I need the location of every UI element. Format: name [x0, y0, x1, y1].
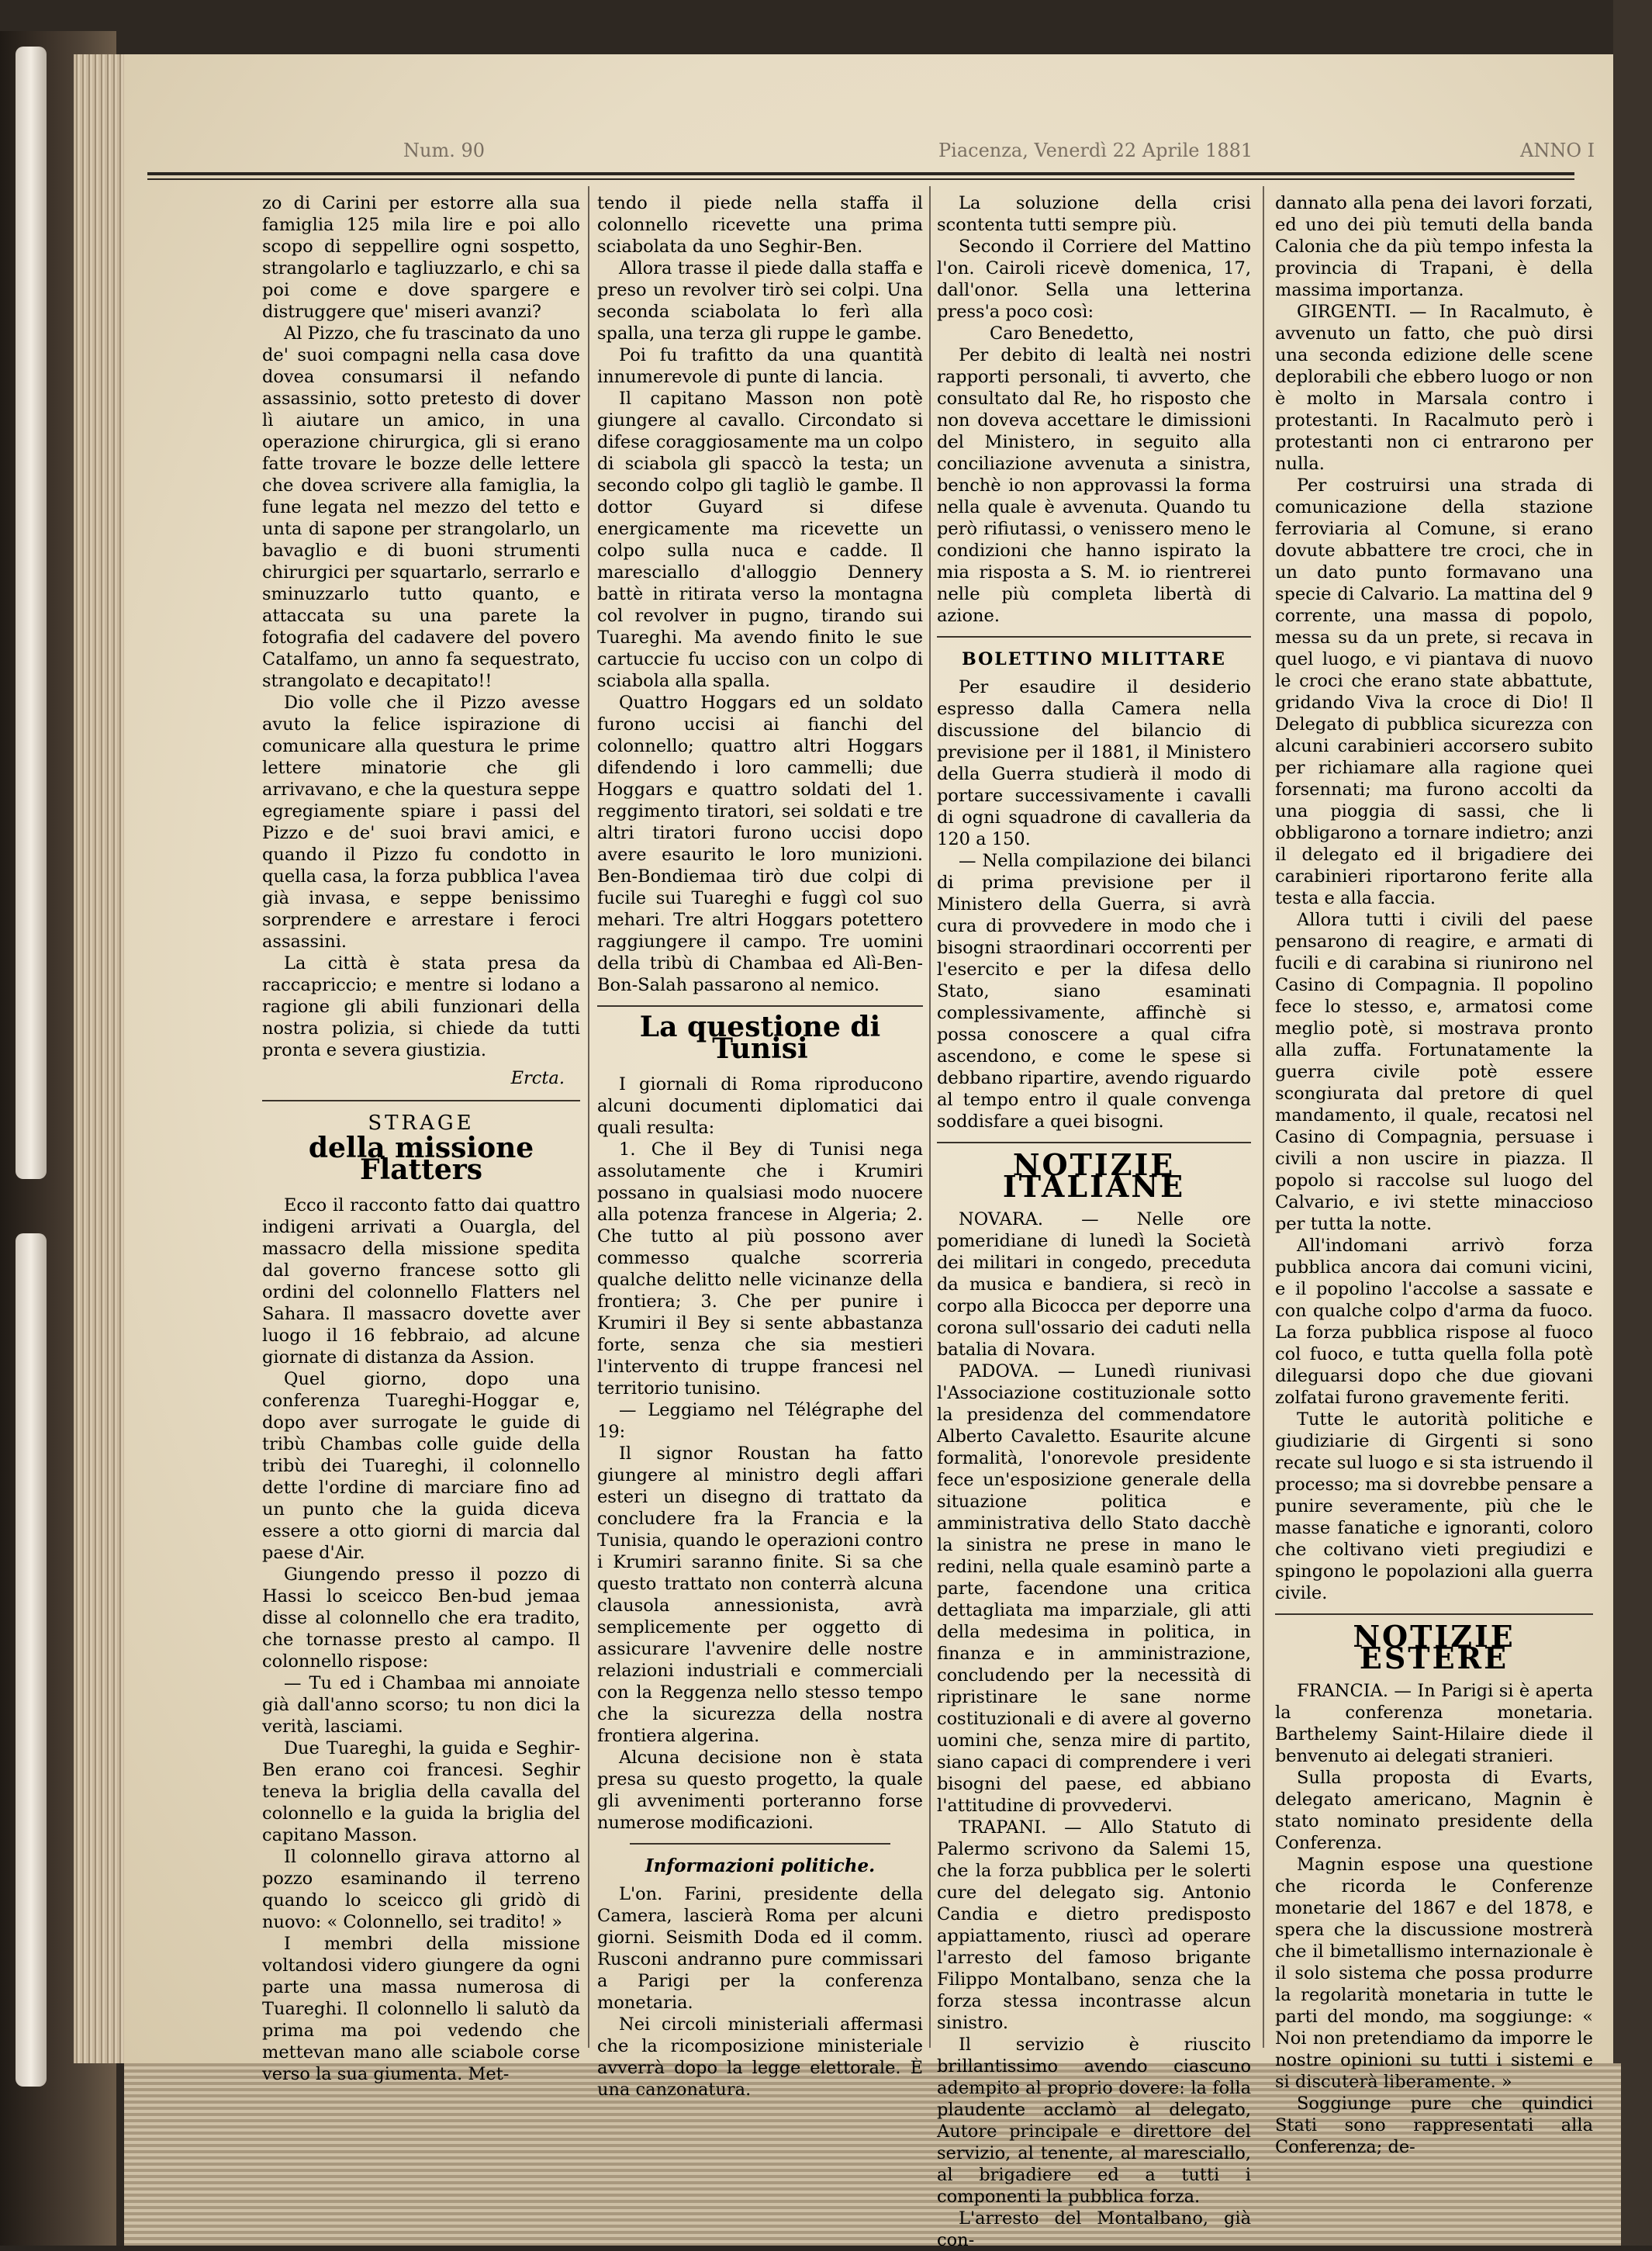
article-paragraph: Allora trasse il piede dalla staffa e preso un revolver tirò sei colpi. Una seconda sciabolata lo ferì alla spalla, una terza gli ruppe le gambe. — [597, 258, 923, 344]
column-3 — [937, 192, 1251, 2250]
notizie-italiane-headline: NOTIZIE ITALIANE — [1002, 1147, 1186, 1204]
section-divider — [262, 1100, 580, 1101]
article-paragraph: I giornali di Roma riproducono alcuni documenti diplomatici dai quali resulta: — [597, 1074, 923, 1138]
article-paragraph: All'indomani arrivò forza pubblica ancora dai comuni vicini, e il popolino l'accolse a sassate e con qualche colpo d'arma da fuoco. La forza pubblica rispose al fuoco col fuoco, e tutta quella folla potè dileguarsi dopo che due giovani zolfatai furono gravemente feriti. — [1275, 1236, 1593, 1408]
article-paragraph: Per debito di lealtà nei nostri rapporti personali, ti avverto, che consultato dal Re, ho risposto che non doveva accettare le dimissioni del Ministero, in seguito alla conciliazione avvenuta a sinistra, benchè io non approvassi la forma nella quale è avvenuta. Quando tu però rifiutassi, o venissero meno le condizioni che hanno ispirato la mia risposta a S. M. io rientrerei nelle più completa libertà di azione. — [937, 345, 1251, 626]
article-paragraph: Alcuna decisione non è stata presa su questo progetto, la quale gli avvenimenti porteranno forse numerose modificazioni. — [597, 1748, 923, 1833]
section-divider — [1275, 1613, 1593, 1615]
article-paragraph: GIRGENTI. — In Racalmuto, è avvenuto un fatto, che può dirsi una seconda edizione delle scene deplorabili che ebbero luogo or non è molto in Marsala contro i protestanti. In Racalmuto però i protestanti non ci entrarono per nulla. — [1275, 302, 1593, 474]
masthead-date: Piacenza, Venerdì 22 Aprile 1881 — [938, 140, 1253, 161]
tunisi-headline: La questione di Tunisi — [639, 1011, 881, 1065]
binding-clip-bottom — [16, 1233, 47, 2087]
article-paragraph: 1. Che il Bey di Tunisi nega assolutamente che i Krumiri possano in qualsiasi modo nuocere alla potenza francese in Algeria; 2. Che tutto al più possono aver commesso qualche scorreria qualche delitto nelle vicinanze della frontiera; 3. Che per punire i Krumiri il Bey si sente abbastanza forte, senza che sia mestieri l'intervento di truppe francesi nel territorio tunisino. — [597, 1139, 923, 1399]
article-paragraph: L'arresto del Montalbano, già con- — [937, 2208, 1251, 2250]
masthead-number: Num. 90 — [403, 140, 486, 161]
masthead — [147, 140, 1595, 171]
article-paragraph: Soggiunge pure che quindici Stati sono rappresentati alla Conferenza; de- — [1275, 2094, 1593, 2157]
column-1 — [262, 192, 580, 2084]
column-divider-3 — [1263, 186, 1264, 2048]
strage-headline: della missione Flatters — [308, 1132, 534, 1186]
article-paragraph: La soluzione della crisi scontenta tutti sempre più. — [937, 193, 1251, 235]
strage-kicker: STRAGE — [368, 1112, 475, 1135]
article-paragraph: NOVARA. — Nelle ore pomeridiane di lunedì la Società dei militari in congedo, preceduta da musica e bandiera, si recò in corpo alla Bicocca per deporre una corona sull'ossario dei caduti nella batalia di Novara. — [937, 1209, 1251, 1360]
section-divider — [937, 636, 1251, 638]
column-2 — [597, 192, 923, 2100]
article-paragraph: Allora tutti i civili del paese pensarono di reagire, e armati di fucili e di carabina si riunirono nel Casino di Compagnia. Il popolino fece lo stesso, e, armatosi come meglio potè, si mostrava pronto alla zuffa. Fortunatamente la guerra civile potè essere scongiurata dal pretore di quel mandamento, il quale, recatosi nel Casino di Compagnia, persuase i civili a non uscire in piazza. Il popolo si raccolse sul luogo del Calvario, e ivi stette minaccioso per tutta la notte. — [1275, 910, 1593, 1234]
bollettino-headline: BOLETTINO MILITTARE — [962, 649, 1226, 669]
article-paragraph: I membri della missione voltandosi videro giungere da ogni parte una massa numerosa di Tuareghi. Il colonnello li salutò da prima ma poi vedendo che mettevan mano alle sciabole corse verso la sua giumenta. Met- — [262, 1934, 580, 2084]
masthead-rule-thin — [147, 178, 1574, 180]
article-signature: Ercta. — [510, 1068, 565, 1088]
article-paragraph: Il servizio è riuscito brillantissimo avendo ciascuno adempito al proprio dovere: la folla plaudente acclamò al delegato, Autore principale e direttore del servizio, al tenente, al maresciallo, al brigadiere ed a tutti i componenti la pubblica forza. — [937, 2035, 1251, 2207]
notizie-estere-headline: NOTIZIE ESTERE — [1353, 1619, 1515, 1675]
article-paragraph: dannato alla pena dei lavori forzati, ed uno dei più temuti della banda Calonia che da più tempo infesta la provincia di Trapani, è della massima importanza. — [1275, 193, 1593, 300]
article-paragraph: TRAPANI. — Allo Statuto di Palermo scrivono da Salemi 15, che la forza pubblica per le solerti cure del delegato sig. Antonio Candia e dietro predisposto appiattamento, riuscì ad operare l'arresto del famoso brigante Filippo Montalbano, senza che la forza stessa incontrasse alcun sinistro. — [937, 1817, 1251, 2033]
article-paragraph: — Nella compilazione dei bilanci di prima previsione per il Ministero della Guerra, si avrà cura di provvedere in modo che i bisogni straordinari occorrenti per l'esercito e per la difesa dello Stato, siano esaminati complessivamente, affinchè si possa conoscere a qual cifra ascendono, e come le spese si debbano ripartire, avendo riguardo al tempo entro il quale convenga soddisfare a quei bisogni. — [937, 851, 1251, 1132]
article-paragraph: Il capitano Masson non potè giungere al cavallo. Circondato si difese coraggiosamente ma un colpo di sciabola gli spaccò la testa; un secondo colpo gli tagliò le gambe. Il dottor Guyard si difese energicamente ma ricevette un colpo sulla nuca e cadde. Il maresciallo d'alloggio Dennery battè in ritirata verso la montagna col revolver in pugno, tirando sui Tuareghi. Ma avendo finito le sue cartuccie fu ucciso con un colpo di sciabola alla spalla. — [597, 389, 923, 691]
right-shadow — [1613, 0, 1652, 2246]
article-paragraph: Magnin espose una questione che ricorda le Conferenze monetarie del 1867 e del 1878, e spera che la discussione mostrerà che il bimetallismo internazionale è il solo sistema che possa produrre la regolarità monetaria in tutte le parti del mondo, ma soggiunge: « Noi non pretendiamo da imporre le nostre opinioni su tutti i sistemi e si discuterà liberamente. » — [1275, 1855, 1593, 2092]
article-paragraph: Dio volle che il Pizzo avesse avuto la felice ispirazione di comunicare alla questura le prime lettere minatorie che gli arrivavano, e che la questura seppe egregiamente spiare i passi del Pizzo e de' suoi bravi amici, e quando il Pizzo fu condotto in quella casa, la forza pubblica l'avea già invasa, e seppe benissimo sorprendere e arrestare i feroci assassini. — [262, 693, 580, 952]
article-paragraph: tendo il piede nella staffa il colonnello ricevette una prima sciabolata da uno Seghir-Ben. — [597, 193, 923, 257]
article-paragraph: Il colonnello girava attorno al pozzo esaminando il terreno quando lo sceicco gli gridò di nuovo: « Colonnello, sei tradito! » — [262, 1847, 580, 1932]
article-paragraph: zo di Carini per estorre alla sua famiglia 125 mila lire e poi allo scopo di seppellire ogni sospetto, strangolarlo e tagliuzzarlo, e chi sa poi come e dove spargere e distruggere que' miseri avanzi? — [262, 193, 580, 322]
masthead-year: ANNO I — [1520, 140, 1595, 161]
article-paragraph: Secondo il Corriere del Mattino l'on. Cairoli ricevè domenica, 17, dall'onor. Sella una letterina press'a poco così: — [937, 237, 1251, 322]
article-paragraph: — Tu ed i Chambaa mi annoiate già dall'anno scorso; tu non dici la verità, lasciami. — [262, 1673, 580, 1737]
letter-salutation: Caro Benedetto, — [990, 323, 1135, 344]
article-paragraph: Quattro Hoggars ed un soldato furono uccisi ai fianchi del colonnello; quattro altri Hoggars difendendo i loro cammelli; due Hoggars e quattro soldati del 1. reggimento tiratori, sei soldati e tre altri tiratori furono uccisi dopo avere esaurito le loro munizioni. Ben-Bondiemaa tirò due colpi di fucile sui Tuareghi e fuggì col suo mehari. Tre altri Hoggars potettero raggiungere il campo. Tre uomini della tribù di Chambaa ed Alì-Ben-Bon-Salah passarono al nemico. — [597, 693, 923, 995]
article-paragraph: PADOVA. — Lunedì riunivasi l'Associazione costituzionale sotto la presidenza del commendatore Alberto Cavaletto. Esaurite alcune formalità, l'onorevole presidente fece un'esposizione generale della situazione politica e amministrativa dello Stato dacchè la sinistra ne prese in mano le redini, nella quale esaminò parte a parte, facendone una critica dettagliata ma imparziale, gli atti della medesima in politica, in finanza e in amministrazione, concludendo per la necessità di ripristinare le sane norme costituzionali e di avere al governo uomini che, senza mire di partito, siano capaci di comprendere i veri bisogni del paese, ed abbiano l'attitudine di provvedervi. — [937, 1361, 1251, 1816]
article-paragraph: Per esaudire il desiderio espresso dalla Camera nella discussione del bilancio di previsione per il 1881, il Ministero della Guerra studierà il modo di portare successivamente i cavalli di ogni squadrone di cavalleria da 120 a 150. — [937, 677, 1251, 849]
article-paragraph: Per costruirsi una strada di comunicazione della stazione ferroviaria al Comune, si erano dovute abbattere tre croci, che in un dato punto formavano una specie di Calvario. La mattina del 9 corrente, una massa di popolo, messa su da un prete, si recava in quel luogo, e vi piantava di nuovo le croci che erano state abbattute, gridando Viva la croce di Dio! Il Delegato di pubblica sicurezza con alcuni carabinieri accorsero subito per richiamare alla ragione quei forsennati; ma furono accolti da una pioggia di sassi, che li obbligarono a tornare indietro; anzi il delegato ed il brigadiere dei carabinieri riportarono ferite alla testa e alla faccia. — [1275, 475, 1593, 908]
page-edges — [74, 54, 132, 2063]
article-paragraph: Tutte le autorità politiche e giudiziarie di Girgenti si sono recate sul luogo e si sta istruendo il processo; ma si dovrebbe pensare a punire severamente, più che le masse fanatiche e ignoranti, coloro che coltivano vieti pregiudizi e spingono le popolazioni alla guerra civile. — [1275, 1409, 1593, 1603]
article-paragraph: Giungendo presso il pozzo di Hassi lo sceicco Ben-bud jemaa disse al colonnello che era tradito, che tornasse presto al campo. Il colonnello rispose: — [262, 1565, 580, 1672]
article-paragraph: Poi fu trafitto da una quantità innumerevole di punte di lancia. — [597, 345, 923, 387]
article-paragraph: Al Pizzo, che fu trascinato da uno de' suoi compagni nella casa dove dovea consumarsi il nefando assassinio, sotto pretesto di dover lì aiutare un amico, in una operazione chirurgica, gli si erano fatte trovare le bozze delle lettere che dovea scrivere alla famiglia, la fune legata nel mezzo del tetto e unta di sapone per strangolarlo, un bavaglio e di buoni strumenti chirurgici per squartarlo, serrarlo e sminuzzarlo tutto quanto, e attaccata su una parete la fotografia del cadavere del povero Catalfamo, un anno fa sequestrato, strangolato e decapitato!! — [262, 323, 580, 691]
column-4 — [1275, 192, 1593, 2157]
section-divider — [597, 1005, 923, 1007]
masthead-rule-thick — [147, 172, 1574, 175]
article-paragraph: Quel giorno, dopo una conferenza Tuareghi-Hoggar e, dopo aver surrogate le guide di tribù Chambas colle guide della tribù dei Tuareghi, il colonnello dette l'ordine di marciare fino ad un punto che la guida diceva essere a otto giorni di marcia dal paese d'Air. — [262, 1369, 580, 1563]
informazioni-headline: Informazioni politiche. — [645, 1855, 876, 1876]
binding-clip-top — [16, 47, 47, 1179]
column-divider-1 — [588, 186, 589, 2048]
column-divider-2 — [929, 186, 931, 2048]
article-paragraph: — Leggiamo nel Télégraphe del 19: — [597, 1400, 923, 1442]
section-divider — [630, 1843, 890, 1845]
article-paragraph: L'on. Farini, presidente della Camera, lascierà Roma per alcuni giorni. Seismith Doda ed il comm. Rusconi andranno pure commissari a Parigi per la conferenza monetaria. — [597, 1884, 923, 2013]
section-divider — [937, 1142, 1251, 1143]
article-paragraph: Ecco il racconto fatto dai quattro indigeni arrivati a Ouargla, del massacro della missione spedita dal governo francese sotto gli ordini del colonnello Flatters nel Sahara. Il massacro dovette aver luogo il 16 febbraio, ad alcune giornate di distanza da Assion. — [262, 1195, 580, 1368]
article-paragraph: Sulla proposta di Evarts, delegato americano, Magnin è stato nominato presidente della Conferenza. — [1275, 1768, 1593, 1853]
article-paragraph: Due Tuareghi, la guida e Seghir-Ben erano coi francesi. Seghir teneva la briglia della cavalla del colonnello e la guida la briglia del capitano Masson. — [262, 1738, 580, 1845]
article-paragraph: Il signor Roustan ha fatto giungere al ministro degli affari esteri un disegno di trattato da concludere fra la Francia e la Tunisia, quando le operazioni contro i Krumiri saranno finite. Si sa che questo trattato non conterrà alcuna clausola annessionista, avrà semplicemente per oggetto di assicurare l'avvenire delle nostre relazioni industriali e commerciali con la Reggenza nello stesso tempo che la sicurezza della nostra frontiera algerina. — [597, 1444, 923, 1746]
article-paragraph: Nei circoli ministeriali affermasi che la ricomposizione ministeriale avverrà dopo la legge elettorale. È una canzonatura. — [597, 2014, 923, 2100]
article-paragraph: La città è stata presa da raccapriccio; e mentre si lodano a ragione gli abili funzionari della nostra polizia, si chiede da tutti pronta e severa giustizia. — [262, 953, 580, 1060]
article-paragraph: FRANCIA. — In Parigi si è aperta la conferenza monetaria. Barthelemy Saint-Hilaire diede il benvenuto ai delegati stranieri. — [1275, 1681, 1593, 1766]
